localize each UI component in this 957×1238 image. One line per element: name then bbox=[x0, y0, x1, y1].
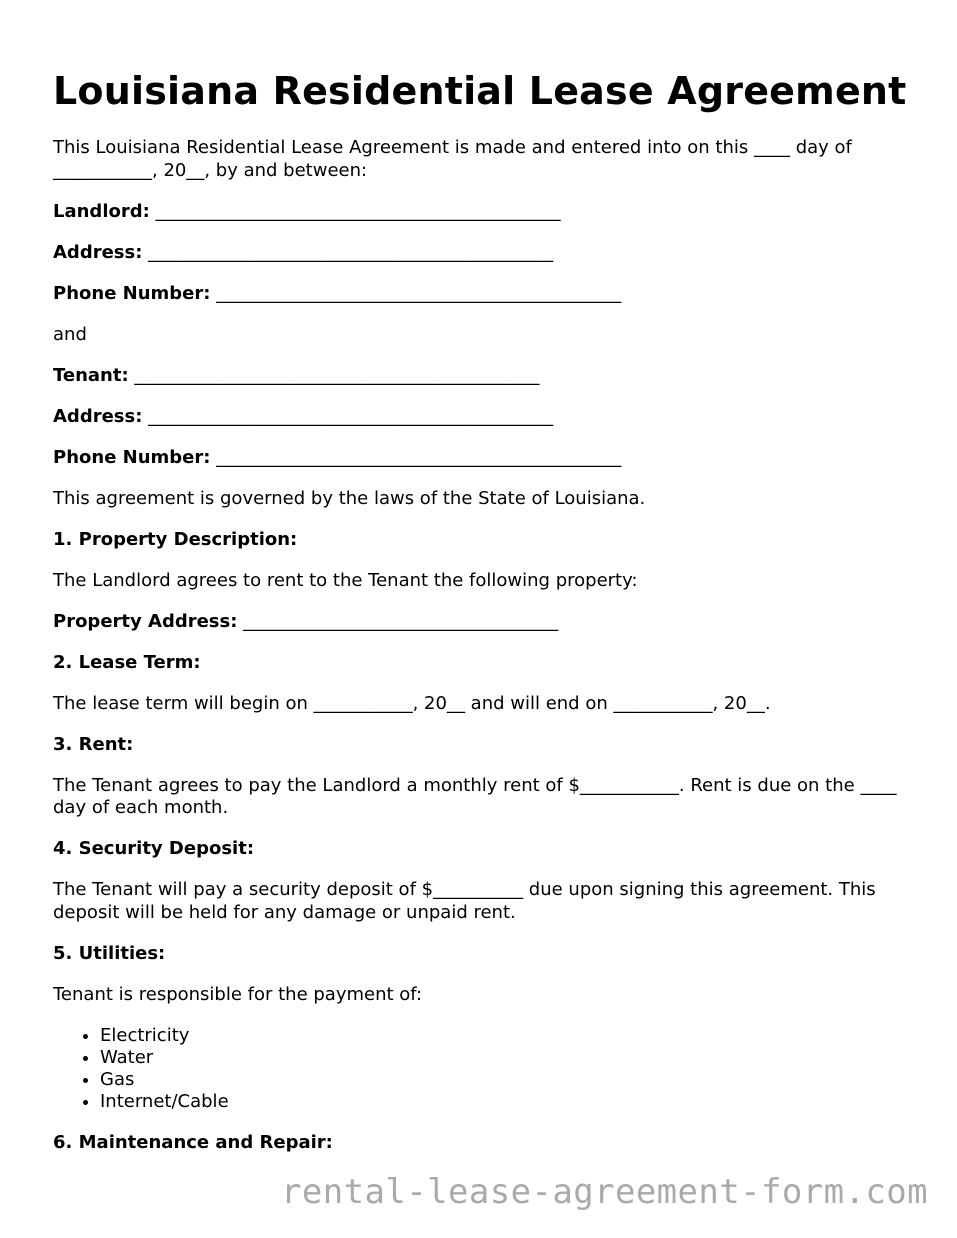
rent-heading: 3. Rent: bbox=[53, 733, 134, 755]
landlord-name-line bbox=[53, 201, 913, 224]
utilities-list bbox=[53, 1025, 913, 1114]
tenant-phone-label: Phone Number: bbox=[53, 446, 211, 468]
landlord-name-label: Landlord: bbox=[53, 200, 150, 222]
tenant-address-blank: _____________________________________________ bbox=[148, 405, 554, 427]
lease-document bbox=[53, 68, 913, 1155]
tenant-name-label: Tenant: bbox=[53, 364, 129, 386]
landlord-phone-label: Phone Number: bbox=[53, 282, 211, 304]
property-heading: 1. Property Description: bbox=[53, 528, 298, 550]
list-item: • Water bbox=[100, 1047, 913, 1069]
landlord-address-label: Address: bbox=[53, 241, 143, 263]
landlord-address-line bbox=[53, 242, 913, 265]
list-item: • Electricity bbox=[100, 1025, 913, 1047]
landlord-phone-blank: _____________________________________________ bbox=[216, 282, 622, 304]
maintenance-heading: 6. Maintenance and Repair: bbox=[53, 1132, 333, 1154]
security-deposit-heading: 4. Security Deposit: bbox=[53, 838, 255, 859]
landlord-phone-line bbox=[53, 283, 913, 306]
utilities-heading: 5. Utilities: bbox=[53, 942, 166, 964]
watermark: rental-lease-agreement-form.com bbox=[281, 1172, 928, 1212]
property-address-label: Property Address: bbox=[53, 610, 238, 632]
utilities-text: Tenant is responsible for the payment of: bbox=[53, 983, 423, 1005]
and-separator: and bbox=[53, 323, 87, 345]
tenant-name-blank: _____________________________________________ bbox=[134, 364, 540, 386]
tenant-name-line bbox=[53, 365, 913, 388]
lease-term-heading: 2. Lease Term: bbox=[53, 651, 201, 673]
property-address-blank: ___________________________________ bbox=[243, 610, 559, 632]
intro-paragraph: This Louisiana Residential Lease Agreement is made and entered into on this ____ day of ___________, 20__, by and between: bbox=[53, 137, 852, 181]
document-title: Louisiana Residential Lease Agreement bbox=[53, 69, 907, 113]
security-deposit-text: The Tenant will pay a security deposit of $__________ due upon signing this agreement. This deposit will be held for any damage or unpaid rent. bbox=[53, 879, 876, 923]
tenant-phone-line bbox=[53, 447, 913, 470]
property-text: The Landlord agrees to rent to the Tenant the following property: bbox=[53, 569, 638, 591]
tenant-address-line bbox=[53, 406, 913, 429]
landlord-name-blank: _____________________________________________ bbox=[155, 200, 561, 222]
tenant-phone-blank: _____________________________________________ bbox=[216, 446, 622, 468]
landlord-address-blank: _____________________________________________ bbox=[148, 241, 554, 263]
lease-term-text: The lease term will begin on ___________, 20__ and will end on ___________, 20__. bbox=[53, 692, 771, 714]
tenant-address-label: Address: bbox=[53, 405, 143, 427]
rent-text: The Tenant agrees to pay the Landlord a monthly rent of $___________. Rent is due on the ____ day of each month. bbox=[53, 774, 897, 818]
list-item: • Gas bbox=[100, 1069, 913, 1091]
governing-law-text: This agreement is governed by the laws of the State of Louisiana. bbox=[53, 487, 646, 509]
list-item: • Internet/Cable bbox=[100, 1091, 913, 1113]
property-address-line bbox=[53, 611, 913, 634]
